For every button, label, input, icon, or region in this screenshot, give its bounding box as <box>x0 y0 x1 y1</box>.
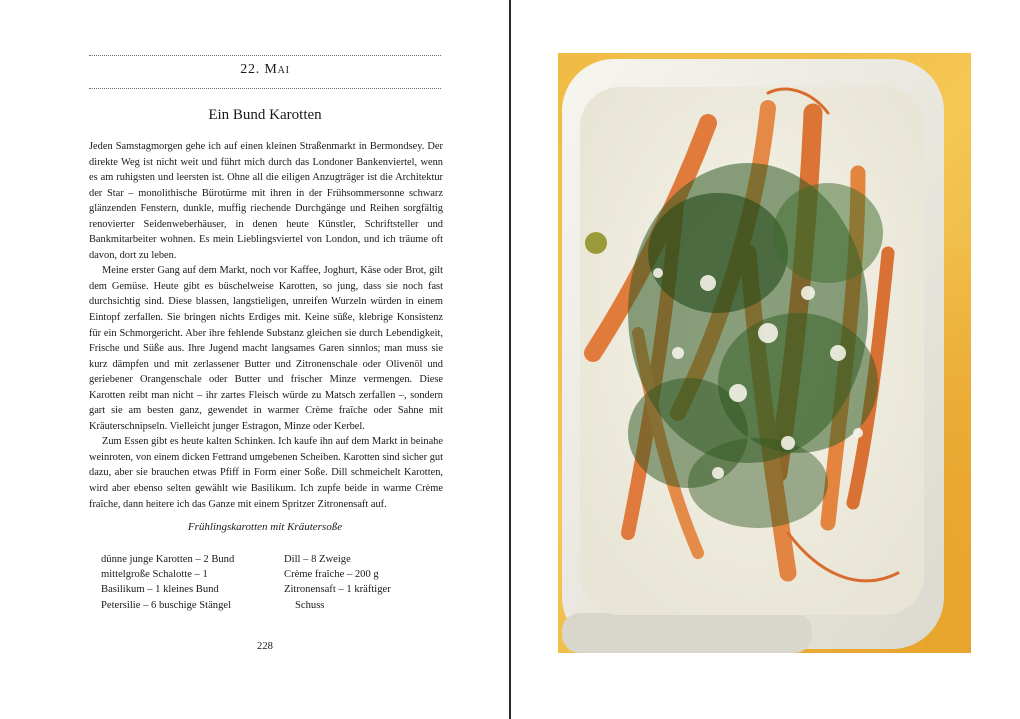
page-number: 228 <box>257 641 273 652</box>
left-page <box>0 0 509 719</box>
running-head-day: 22. <box>240 62 261 77</box>
olive-icon <box>585 232 607 254</box>
ingredient-list-right <box>284 552 434 613</box>
header-rule-top <box>89 55 441 56</box>
paragraph: Meine erster Gang auf dem Markt, noch vor Kaffee, Joghurt, Käse oder Brot, gilt dem Gemüse. Heute gibt es büschelweise Karotten, so jung, dass sie noch fast durchsichtig sind. Diese blassen, langstieligen, unreifen Wurzeln würden in einem Eintopf zerfallen. Sie bringen nichts Erdiges mit. Keine süße, klebrige Konsistenz für ein Schmorgericht. Aber ihre fehlende Substanz gleichen sie durch Lebendigkeit, Frische und Süße aus. Ihre Jugend macht langsames Garen sinnlos; man muss sie kurz dämpfen und mit zerlassener Butter und Zitronenschale oder Olivenöl und geriebener Orangenschale oder Butter und frischer Minze vermengen. Diese Karotten reibt man nicht – ihr zartes Fleisch würde zu Matsch zerfallen –, sondern gart sie am besten ganz, gewendet in warmer Crème fraîche oder Sahne mit Kräuterschnipseln. Vielleicht junger Estragon, Minze oder Kerbel. <box>89 265 443 432</box>
ingredient-item: Basilikum – 1 kleines Bund <box>101 584 219 596</box>
carrots-in-herb-cream-dish-icon <box>558 53 971 653</box>
ingredient-item: Dill – 8 Zweige <box>284 554 351 565</box>
photo-illustration <box>558 53 971 653</box>
ingredient-item: dünne junge Karotten – 2 Bund <box>101 554 235 565</box>
paragraph: Zum Essen gibt es heute kalten Schinken. Ich kaufe ihn auf dem Markt in beinahe weinroten, von einem dicken Fettrand umgebenen Scheiben. Karotten sind sicher gut dazu, aber sie brauchen etwas Pfiff in Form einer Soße. Dill schmeichelt Karotten, wird aber ebenso selten gewählt wie Basilikum. Ich zupfe beide in warme Crème fraîche, dann heitere ich das Ganze mit einem Spritzer Zitronensaft auf. <box>89 436 443 510</box>
ingredient-item: mittelgroße Schalotte – 1 <box>101 569 208 581</box>
ingredient-item: Schuss <box>295 599 325 611</box>
ingredient-item: Crème fraîche – 200 g <box>284 569 379 581</box>
right-page <box>511 0 1020 719</box>
ingredient-list-left <box>101 552 271 613</box>
running-head <box>89 62 441 78</box>
ingredient-item: Zitronensaft – 1 kräftiger <box>284 584 391 596</box>
recipe-title: Frühlingskarotten mit Kräutersoße <box>187 521 343 533</box>
dish-handle <box>562 613 812 653</box>
paragraph: Jeden Samstagmorgen gehe ich auf einen kleinen Straßenmarkt in Bermondsey. Der direkte Weg ist nicht weit und führt mich durch das Londoner Bankenviertel, wenn es am ruhigsten und leersten ist. Ohne all die eiligen Anzugträger ist die Architektur der Star – monolithische Bürotürme mit ihren in der Frühsommersonne schwarz glänzenden Fenstern, dunkle, muffig riechende Durchgänge und Reihen sorgfältig renovierter Seidenweberhäuser, in denen heute Künstler, Schriftsteller und Bankmitarbeiter wohnen. Es mein Lieblingsviertel von London, und ich träume oft davon, dort zu leben. <box>89 141 443 261</box>
running-head-month: Mai <box>264 62 290 77</box>
ingredient-item: Petersilie – 6 buschige Stängel <box>101 599 232 611</box>
chapter-title: Ein Bund Karotten <box>208 107 322 123</box>
header-rule-bottom <box>89 88 441 89</box>
body-text <box>89 139 443 512</box>
